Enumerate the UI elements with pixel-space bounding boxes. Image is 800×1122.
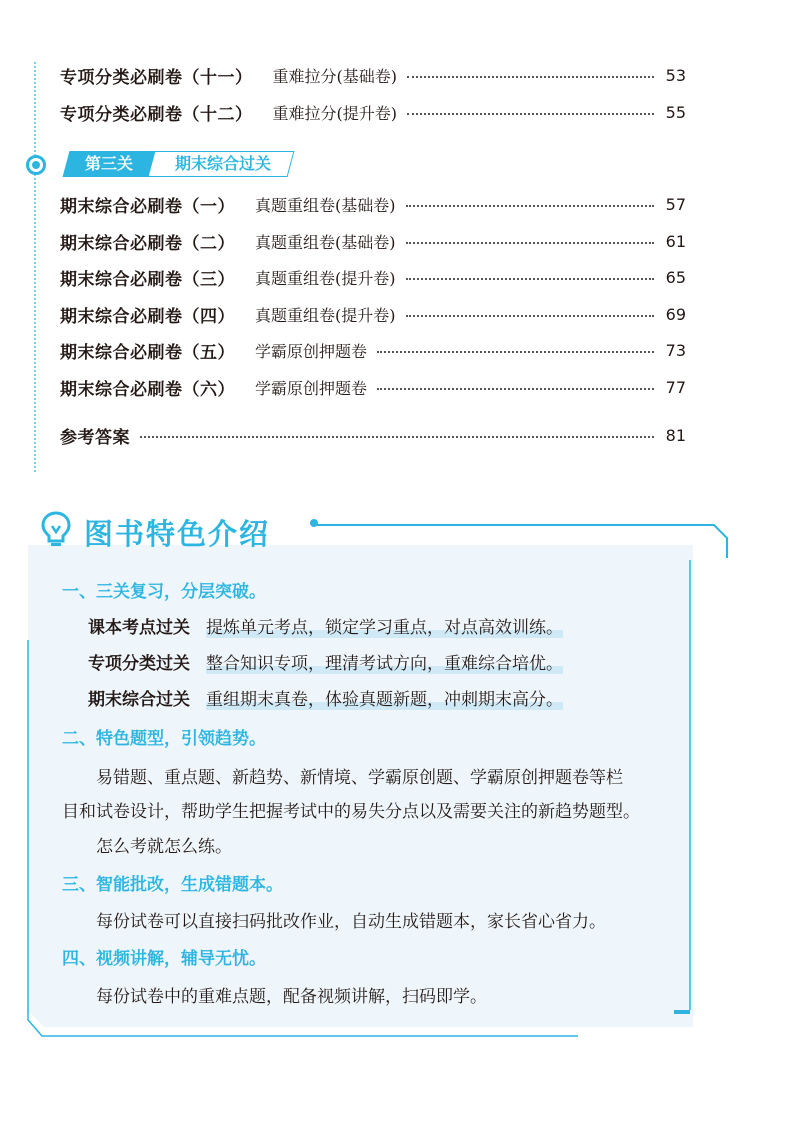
toc-chapter: 期末综合必刷卷（四）	[60, 306, 235, 327]
feature-item	[88, 613, 563, 638]
feature-paragraph: 目和试卷设计，帮助学生把握考试中的易失分点以及需要关注的新趋势题型。	[62, 802, 640, 822]
toc-page-number: 53	[665, 65, 686, 85]
feature-item	[88, 649, 563, 674]
toc-leader	[377, 351, 654, 353]
toc-entry[interactable]	[60, 301, 686, 327]
feature-heading: 四、视频讲解，辅导无忧。	[62, 949, 266, 969]
feature-item-label: 期末综合过关	[88, 690, 190, 710]
toc-chapter: 期末综合必刷卷（六）	[60, 379, 235, 400]
toc-chapter: 期末综合必刷卷（三）	[60, 269, 235, 290]
toc-leader	[140, 436, 654, 438]
lightbulb-icon	[40, 510, 72, 550]
toc-entry[interactable]	[60, 99, 686, 125]
features-title: 图书特色介绍	[84, 517, 271, 551]
feature-item-text: 重组期末真卷，体验真题新题，冲刺期末高分。	[206, 690, 563, 710]
feature-item-text: 提炼单元考点，锁定学习重点，对点高效训练。	[206, 618, 563, 638]
toc-guide-line	[34, 62, 36, 472]
feature-heading: 一、三关复习，分层突破。	[62, 582, 266, 602]
toc-subtitle: 真题重组卷(基础卷)	[255, 232, 396, 252]
toc-chapter: 期末综合必刷卷（一）	[60, 196, 235, 217]
features-header	[40, 508, 700, 558]
toc-subtitle: 重难拉分(提升卷)	[272, 103, 397, 123]
toc-entry[interactable]	[60, 228, 686, 254]
toc-page-number: 77	[665, 377, 686, 397]
toc-page-number: 81	[665, 425, 686, 445]
toc-leader	[406, 242, 655, 244]
feature-paragraph: 每份试卷中的重难点题，配备视频讲解，扫码即学。	[96, 987, 487, 1007]
feature-item-label: 专项分类过关	[88, 654, 190, 674]
toc-leader	[406, 205, 655, 207]
section-label: 第三关	[84, 154, 133, 173]
toc-page-number: 65	[665, 267, 686, 287]
section-title: 期末综合过关	[174, 154, 271, 173]
toc-leader	[406, 315, 655, 317]
toc-leader	[377, 388, 654, 390]
toc-page-number: 55	[665, 102, 686, 122]
toc-entry-answers[interactable]	[60, 422, 686, 448]
feature-paragraph: 怎么考就怎么练。	[96, 837, 232, 857]
toc-entry[interactable]	[60, 264, 686, 290]
toc-page-number: 61	[665, 231, 686, 251]
toc-page-number: 73	[665, 340, 686, 360]
feature-heading: 三、智能批改，生成错题本。	[62, 875, 283, 895]
feature-item-label: 课本考点过关	[88, 618, 190, 638]
feature-paragraph: 易错题、重点题、新趋势、新情境、学霸原创题、学霸原创押题卷等栏	[96, 768, 623, 788]
toc-chapter: 专项分类必刷卷（十一）	[60, 67, 253, 88]
toc-page-number: 69	[665, 304, 686, 324]
feature-item	[88, 685, 563, 710]
toc-entry[interactable]	[60, 191, 686, 217]
toc-subtitle: 真题重组卷(基础卷)	[255, 195, 396, 215]
toc-subtitle: 学霸原创押题卷	[255, 378, 368, 398]
toc-leader	[407, 113, 654, 115]
toc-leader	[406, 278, 655, 280]
section-header	[26, 149, 326, 179]
toc-chapter: 期末综合必刷卷（五）	[60, 342, 235, 363]
toc-subtitle: 真题重组卷(提升卷)	[255, 305, 396, 325]
feature-heading: 二、特色题型，引领趋势。	[62, 729, 266, 749]
feature-item-text: 整合知识专项，理清考试方向，重难综合培优。	[206, 654, 563, 674]
toc-subtitle: 真题重组卷(提升卷)	[255, 268, 396, 288]
toc-page-number: 57	[665, 194, 686, 214]
toc-chapter: 期末综合必刷卷（二）	[60, 233, 235, 254]
toc-entry[interactable]	[60, 337, 686, 363]
feature-paragraph: 每份试卷可以直接扫码批改作业，自动生成错题本，家长省心省力。	[96, 912, 606, 932]
section-marker-icon	[26, 155, 46, 175]
toc-chapter: 参考答案	[60, 427, 130, 448]
toc-subtitle: 重难拉分(基础卷)	[272, 66, 397, 86]
toc-entry[interactable]	[60, 374, 686, 400]
toc-subtitle: 学霸原创押题卷	[255, 341, 368, 361]
toc-entry[interactable]	[60, 62, 686, 88]
toc-leader	[407, 76, 654, 78]
toc-chapter: 专项分类必刷卷（十二）	[60, 104, 253, 125]
